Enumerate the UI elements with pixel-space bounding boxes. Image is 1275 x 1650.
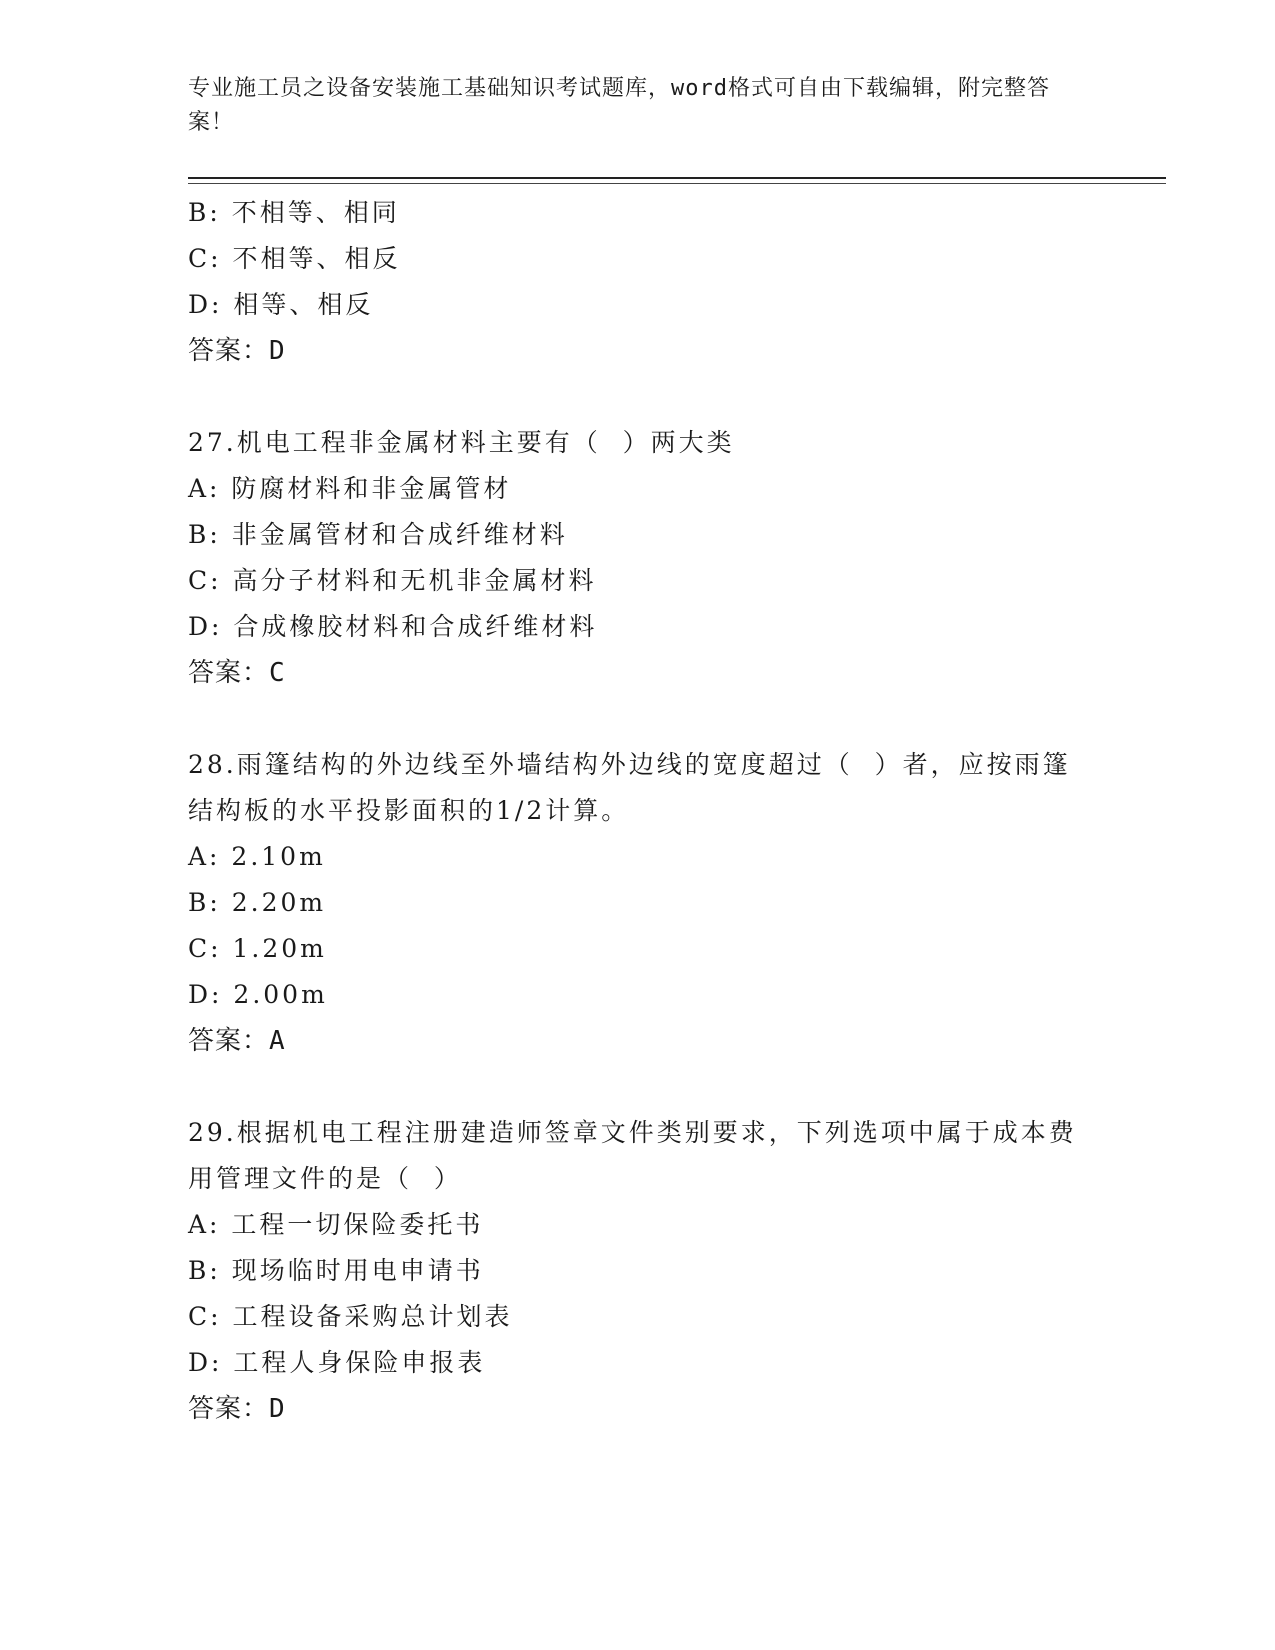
question-stem: 28.雨篷结构的外边线至外墙结构外边线的宽度超过（ ）者，应按雨篷结构板的水平投影面积的1/2计算。 [188, 750, 1071, 825]
option-d: D: 2.00m [188, 980, 328, 1009]
option-d: D: 合成橡胶材料和合成纤维材料 [188, 612, 598, 641]
document-header [188, 72, 1088, 140]
answer: 答案：A [188, 1026, 286, 1056]
answer: 答案：D [188, 1394, 286, 1424]
option-b: B: 现场临时用电申请书 [188, 1256, 484, 1285]
question-stem: 27.机电工程非金属材料主要有（ ）两大类 [188, 428, 735, 457]
question-partial [188, 190, 1108, 374]
option-c: C: 不相等、相反 [188, 244, 401, 273]
question-28 [188, 742, 1108, 1064]
option-b: B: 不相等、相同 [188, 198, 400, 227]
option-d: D: 相等、相反 [188, 290, 374, 319]
answer: 答案：C [188, 658, 286, 688]
question-stem: 29.根据机电工程注册建造师签章文件类别要求，下列选项中属于成本费用管理文件的是（ ） [188, 1118, 1077, 1193]
option-c: C: 1.20m [188, 934, 327, 963]
option-a: A: 工程一切保险委托书 [188, 1210, 484, 1239]
option-b: B: 2.20m [188, 888, 327, 917]
option-a: A: 防腐材料和非金属管材 [188, 474, 512, 503]
option-b: B: 非金属管材和合成纤维材料 [188, 520, 568, 549]
answer: 答案：D [188, 336, 286, 366]
option-d: D: 工程人身保险申报表 [188, 1348, 486, 1377]
document-body [188, 190, 1108, 1432]
question-27 [188, 420, 1108, 696]
header-divider-secondary [188, 183, 1166, 184]
option-c: C: 工程设备采购总计划表 [188, 1302, 513, 1331]
option-c: C: 高分子材料和无机非金属材料 [188, 566, 597, 595]
question-29 [188, 1110, 1108, 1432]
header-divider [188, 177, 1166, 179]
option-a: A: 2.10m [188, 842, 326, 871]
header-title: 专业施工员之设备安装施工基础知识考试题库，word格式可自由下载编辑，附完整答案！ [188, 76, 1050, 135]
